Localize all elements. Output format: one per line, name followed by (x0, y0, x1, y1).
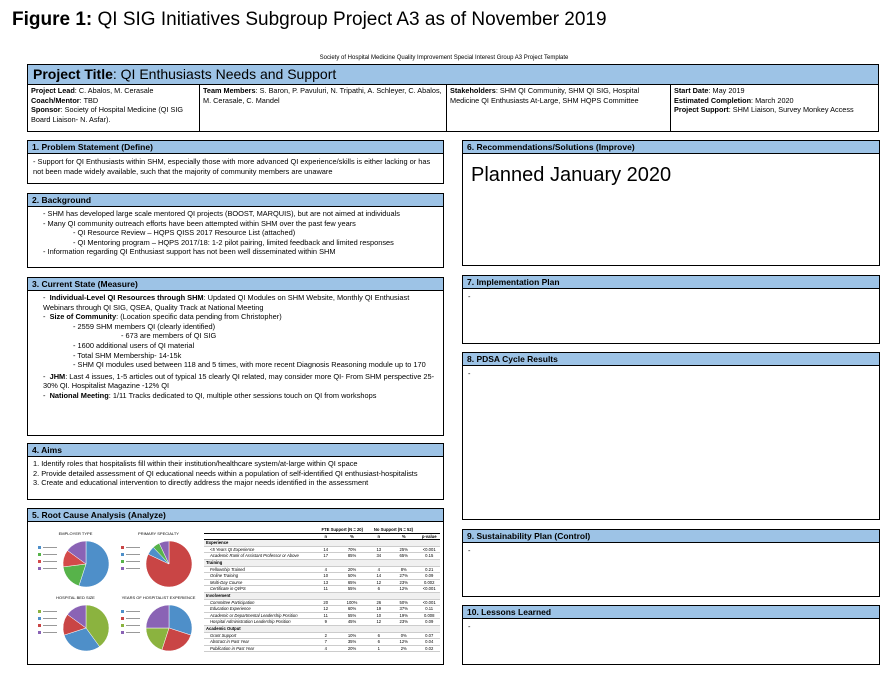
stats-row-label: Grant Support (204, 632, 316, 639)
stats-cell: 19% (389, 612, 418, 619)
stats-cell: 0.15 (418, 553, 440, 560)
stats-cell: 2% (389, 645, 418, 652)
pie-panel (117, 531, 200, 597)
stats-subheader: % (335, 533, 368, 540)
stats-cell: 9 (316, 619, 335, 626)
pie-legend-line (43, 568, 57, 569)
stats-blank-cell (204, 533, 316, 540)
pie-title: HOSPITAL BED SIZE (56, 595, 95, 600)
recommendations-section (462, 140, 880, 266)
pie-legend-swatch (38, 567, 41, 570)
implementation-text: - (468, 292, 471, 301)
lessons-section (462, 605, 880, 665)
info-team-cell (200, 85, 447, 131)
aim-item: 2. Provide detailed assessment of QI educational needs within a population of self-identified QI enthusiast-hospitalists (33, 468, 418, 478)
pie-panel (34, 531, 117, 597)
stats-cell: 12 (316, 606, 335, 613)
stats-row (204, 546, 440, 553)
stats-cell: 45% (335, 619, 368, 626)
national-meeting-label: National Meeting (49, 390, 109, 400)
stats-cell: 8% (389, 566, 418, 573)
stats-cell: 14 (369, 573, 390, 580)
pie-legend-swatch (38, 624, 41, 627)
stats-cell: 50% (389, 599, 418, 606)
implementation-section (462, 275, 880, 344)
pie-legend-swatch (38, 617, 41, 620)
stats-row (204, 639, 440, 646)
figure-label: Figure 1: (12, 9, 93, 30)
stats-cell: 19 (369, 606, 390, 613)
stats-cell: 6 (369, 639, 390, 646)
lessons-header: 10. Lessons Learned (463, 606, 879, 619)
stats-cell: 0.02 (418, 645, 440, 652)
stats-section-name: Academic Output (204, 625, 440, 632)
background-line: - Information regarding QI Enthusiast support has not been well disseminated within SHM (43, 247, 336, 257)
stats-cell: 23% (389, 579, 418, 586)
project-info (27, 84, 879, 132)
stats-row (204, 619, 440, 626)
pie-chart (34, 600, 117, 656)
sponsor-value: : Society of Hospital Medicine (QI SIG Board Liaison- N. Asfar). (31, 105, 184, 124)
stats-section-row (204, 592, 440, 599)
stats-cell: 4 (316, 645, 335, 652)
stats-cell: 0% (389, 632, 418, 639)
stats-subheader: n (316, 533, 335, 540)
stats-row-label: Academic or Departmental Leadership Position (204, 612, 316, 619)
info-stakeholders-cell (447, 85, 671, 131)
jhm-label: JHM (49, 371, 66, 381)
pie-legend-swatch (38, 560, 41, 563)
pie-legend-line (43, 611, 57, 612)
stats-section-row (204, 625, 440, 632)
stats-cell: <0.001 (418, 546, 440, 553)
pie-chart (117, 600, 200, 656)
background-line: - SHM has developed large scale mentored QI projects (BOOST, MARQUIS), but are not aimed at individuals (43, 209, 400, 218)
pie-legend-line (126, 554, 140, 555)
stats-cell: 10 (369, 612, 390, 619)
project-title-label: Project Title (33, 66, 113, 82)
stats-cell: 20% (335, 566, 368, 573)
pie-legend-swatch (38, 553, 41, 556)
stats-cell: 6 (369, 586, 390, 593)
stats-cell: 2 (316, 632, 335, 639)
sustainability-section (462, 529, 880, 597)
pie-legend-line (43, 547, 57, 548)
stats-row (204, 606, 440, 613)
community-text: : (Location specific data pending from Christopher) (116, 312, 282, 322)
community-label: Size of Community (49, 312, 117, 322)
stats-row (204, 553, 440, 560)
stats-cell: 0.09 (418, 573, 440, 580)
support-value: : SHM Liaison, Survey Monkey Access (728, 105, 854, 114)
background-section (27, 193, 444, 268)
recommendations-text: Planned January 2020 (471, 164, 672, 186)
pie-legend-swatch (38, 631, 41, 634)
resources-label: Individual-Level QI Resources through SHM (49, 293, 204, 302)
stats-cell: 60% (335, 606, 368, 613)
stats-cell: 35% (335, 639, 368, 646)
pie-legend-swatch (121, 624, 124, 627)
stats-section-name: Training (204, 559, 440, 566)
stats-cell: 13 (316, 579, 335, 586)
team-value: : S. Baron, P. Pavuluri, N. Tripathi, A. Schleyer, C. Abalos, M. Cerasale, C. Mandel (203, 86, 442, 105)
stats-cell: 0.09 (418, 619, 440, 626)
stats-cell: 20% (335, 645, 368, 652)
recommendations-header: 6. Recommendations/Solutions (Improve) (463, 141, 879, 154)
start-label: Start Date (674, 86, 709, 95)
completion-value: : March 2020 (751, 95, 794, 105)
aims-header: 4. Aims (28, 444, 443, 457)
current-state-header: 3. Current State (Measure) (28, 278, 443, 291)
stats-cell: 11 (316, 612, 335, 619)
stats-cell: 0.04 (418, 639, 440, 646)
lessons-text: - (468, 622, 471, 631)
pie-charts-grid (34, 531, 200, 659)
pdsa-text: - (468, 369, 471, 378)
stats-section-name: Involvement (204, 592, 440, 599)
stats-section-name: Experience (204, 540, 440, 547)
stats-row-label: Multi-Day Course (204, 579, 316, 586)
stats-section-row (204, 540, 440, 547)
pie-legend-swatch (121, 631, 124, 634)
community-stat: - 1600 additional users of QI material (73, 340, 195, 350)
pie-legend-line (43, 561, 57, 562)
pie-legend-line (126, 611, 140, 612)
stats-cell: 55% (335, 586, 368, 593)
stats-row-label: Education Experience (204, 606, 316, 613)
stats-cell: 23% (389, 619, 418, 626)
stats-cell: <0.001 (418, 586, 440, 593)
stats-section-row (204, 559, 440, 566)
background-line: - Many QI community outreach efforts have been attempted within SHM over the past few years (43, 218, 356, 228)
current-state-section (27, 277, 444, 436)
stats-subheader: % (389, 533, 418, 540)
stats-cell: 65% (389, 553, 418, 560)
root-cause-section (27, 508, 444, 665)
stats-cell: 12 (369, 619, 390, 626)
stats-cell: 1 (369, 645, 390, 652)
problem-statement-section (27, 140, 444, 184)
pdsa-header: 8. PDSA Cycle Results (463, 353, 879, 366)
stats-cell: 17 (316, 553, 335, 560)
pie-chart (34, 536, 117, 592)
pie-legend-line (126, 618, 140, 619)
stats-cell: 0.21 (418, 566, 440, 573)
stats-cell: 6 (369, 632, 390, 639)
stats-cell: 26 (369, 599, 390, 606)
pie-chart (117, 536, 200, 592)
stats-cell: 0.002 (418, 579, 440, 586)
community-stat: - 673 are members of QI SIG (121, 331, 217, 341)
sustainability-text: - (468, 546, 471, 555)
pie-legend-line (126, 547, 140, 548)
start-value: : May 2019 (708, 86, 745, 95)
background-subline: - QI Mentoring program – HQPS 2017/18: 1-2 pilot pairing, limited feedback and limited responses (73, 237, 394, 247)
pie-legend-line (126, 625, 140, 626)
stakeholders-value: : SHM QI Community, SHM QI SIG, Hospital Medicine QI Enthusiasts At-Large, SHM HQPS Committee (450, 86, 640, 105)
pie-legend-swatch (121, 560, 124, 563)
stats-row-label: Publication in Past Year (204, 645, 316, 652)
pie-title: EMPLOYER TYPE (58, 531, 93, 536)
stats-row-label: Hospital Administration Leadership Position (204, 619, 316, 626)
stats-cell: 10% (335, 632, 368, 639)
stats-row (204, 579, 440, 586)
stats-cell: 27% (389, 573, 418, 580)
fte-column-header: FTE Support (N = 20) (316, 527, 369, 533)
stats-cell: 70% (335, 546, 368, 553)
stats-row-label: Academic Rank of Assistant Professor or Above (204, 553, 316, 560)
stats-row-label: Abstract in Past Year (204, 639, 316, 646)
stats-cell: 34 (369, 553, 390, 560)
stats-cell: 12 (369, 579, 390, 586)
pie-legend-line (43, 632, 57, 633)
lead-value: : C. Abalos, M. Cerasale (74, 86, 154, 95)
pie-legend-swatch (38, 546, 41, 549)
stats-cell: 100% (335, 599, 368, 606)
figure-title-text: QI SIG Initiatives Subgroup Project A3 as of November 2019 (92, 9, 607, 30)
aim-item: 3. Create and educational intervention to directly address the major needs identified in the assessment (33, 478, 369, 488)
stats-table (204, 527, 440, 652)
pdsa-section (462, 352, 880, 520)
stats-cell: 65% (335, 579, 368, 586)
stats-row (204, 566, 440, 573)
stats-cell: 0.008 (418, 612, 440, 619)
pie-title: PRIMARY SPECIALTY (138, 531, 179, 536)
stats-row-label: Certificate in QI/PS (204, 586, 316, 593)
stats-cell: 14 (316, 546, 335, 553)
pie-slice (146, 605, 169, 628)
stats-cell: 20 (316, 599, 335, 606)
stats-cell: 50% (335, 573, 368, 580)
stats-row (204, 599, 440, 606)
sustainability-header: 9. Sustainability Plan (Control) (463, 530, 879, 543)
resources-text: : Updated QI Modules on SHM Website, Monthly QI Enthusiast Webinars through QI SIG, QSEA, Quality Track at National Meeting (43, 293, 410, 312)
stats-cell: 10 (316, 573, 335, 580)
implementation-header: 7. Implementation Plan (463, 276, 879, 289)
lead-label: Project Lead (31, 86, 75, 95)
coach-value: : TBD (79, 95, 99, 105)
stats-row (204, 573, 440, 580)
aim-item: 1. Identify roles that hospitalists fill within their institution/healthcare system/at-large within QI space (33, 459, 358, 468)
jhm-text: : Last 4 issues, 1-5 articles out of typical 15 clearly QI related, may consider more QI- From SHM perspective 25-30% QI. Hospitalist Magazine -12% QI (43, 371, 435, 391)
stats-row-label: <5 Years QI Experience (204, 546, 316, 553)
pie-legend-line (126, 568, 140, 569)
stats-cell: 85% (335, 553, 368, 560)
stats-row (204, 645, 440, 652)
pie-legend-swatch (121, 546, 124, 549)
pie-title: YEARS OF HOSPITALIST EXPERIENCE (121, 595, 196, 600)
stats-cell: 0.11 (418, 606, 440, 613)
background-subline: - QI Resource Review – HQPS QISS 2017 Resource List (attached) (73, 228, 296, 238)
aims-section (27, 443, 444, 500)
society-caption: Society of Hospital Medicine Quality Improvement Special Interest Group A3 Project Template (319, 55, 569, 61)
pie-legend-swatch (121, 553, 124, 556)
stats-cell: 25% (389, 546, 418, 553)
problem-statement-text: - Support for QI Enthusiasts within SHM, especially those with more advanced QI experience/skills is either lacking or has not been made widely available, such that the majority of community members are unaware (33, 157, 431, 176)
info-lead-cell (28, 85, 200, 131)
stats-cell: <0.001 (418, 599, 440, 606)
completion-label: Estimated Completion (674, 95, 752, 105)
stats-cell: 0.07 (418, 632, 440, 639)
stats-row-label: Fellowship Trained (204, 566, 316, 573)
stakeholders-label: Stakeholders (450, 86, 496, 95)
project-title (27, 64, 879, 84)
background-header: 2. Background (28, 194, 443, 207)
stats-cell: 12% (389, 586, 418, 593)
team-label: Team Members (203, 86, 256, 95)
current-state-item: - Size of Community: (Location specific data pending from Christopher) (43, 312, 282, 322)
stats-cell: 12% (389, 639, 418, 646)
no-support-column-header: No Support (N = 52) (369, 527, 419, 533)
pie-legend-line (43, 554, 57, 555)
pie-legend-line (43, 618, 57, 619)
pie-legend-line (126, 561, 140, 562)
current-state-item: - JHM: Last 4 issues, 1-5 articles out of typical 15 clearly QI related, may consider more QI- From SHM perspective 25-30% QI. Hospitalist Magazine -12% QI (43, 371, 435, 391)
info-dates-cell (671, 85, 877, 131)
stats-cell: 11 (316, 586, 335, 593)
stats-subheader-row (204, 533, 440, 540)
pie-legend-swatch (121, 567, 124, 570)
sponsor-label: Sponsor (31, 105, 61, 114)
pie-legend-swatch (121, 617, 124, 620)
coach-label: Coach/Mentor (31, 95, 80, 105)
problem-statement-header: 1. Problem Statement (Define) (28, 141, 443, 154)
stats-cell: 4 (369, 566, 390, 573)
community-stat: - Total SHM Membership- 14-15k (73, 350, 182, 360)
stats-subheader: n (369, 533, 390, 540)
current-state-item: - Individual-Level QI Resources through SHM: Updated QI Modules on SHM Website, Monthly QI Enthusiast Webinars through QI SIG, QSEA, Quality Track at National Meeting (43, 293, 410, 312)
stats-cell: 13 (369, 546, 390, 553)
stats-row (204, 612, 440, 619)
stats-cell: 7 (316, 639, 335, 646)
pie-legend-line (43, 625, 57, 626)
pie-panel (117, 595, 200, 661)
stats-subheader: p-value (418, 533, 440, 540)
stats-cell: 37% (389, 606, 418, 613)
stats-cell: 55% (335, 612, 368, 619)
stats-table-wrap (204, 527, 440, 652)
project-title-value: : QI Enthusiasts Needs and Support (112, 66, 337, 82)
national-meeting-text: : 1/11 Tracks dedicated to QI, multiple other sessions touch on QI from workshops (108, 390, 377, 400)
current-state-item: - National Meeting: 1/11 Tracks dedicated to QI, multiple other sessions touch on QI from workshops (43, 390, 377, 400)
stats-row-label: Online Training (204, 573, 316, 580)
community-stat: - 2559 SHM members QI (clearly identified) (73, 321, 216, 331)
support-label: Project Support (674, 105, 729, 114)
pie-legend-swatch (121, 610, 124, 613)
stats-row (204, 586, 440, 593)
community-stat: - SHM QI modules used between 118 and 5 times, with more recent Diagnosis Reasoning module up to 170 (73, 360, 426, 370)
stats-row (204, 632, 440, 639)
root-cause-header: 5. Root Cause Analysis (Analyze) (28, 509, 443, 522)
pie-panel (34, 595, 117, 661)
stats-cell: 4 (316, 566, 335, 573)
pie-legend-line (126, 632, 140, 633)
figure-title (12, 9, 607, 31)
pie-legend-swatch (38, 610, 41, 613)
stats-row-label: Committee Participation (204, 599, 316, 606)
